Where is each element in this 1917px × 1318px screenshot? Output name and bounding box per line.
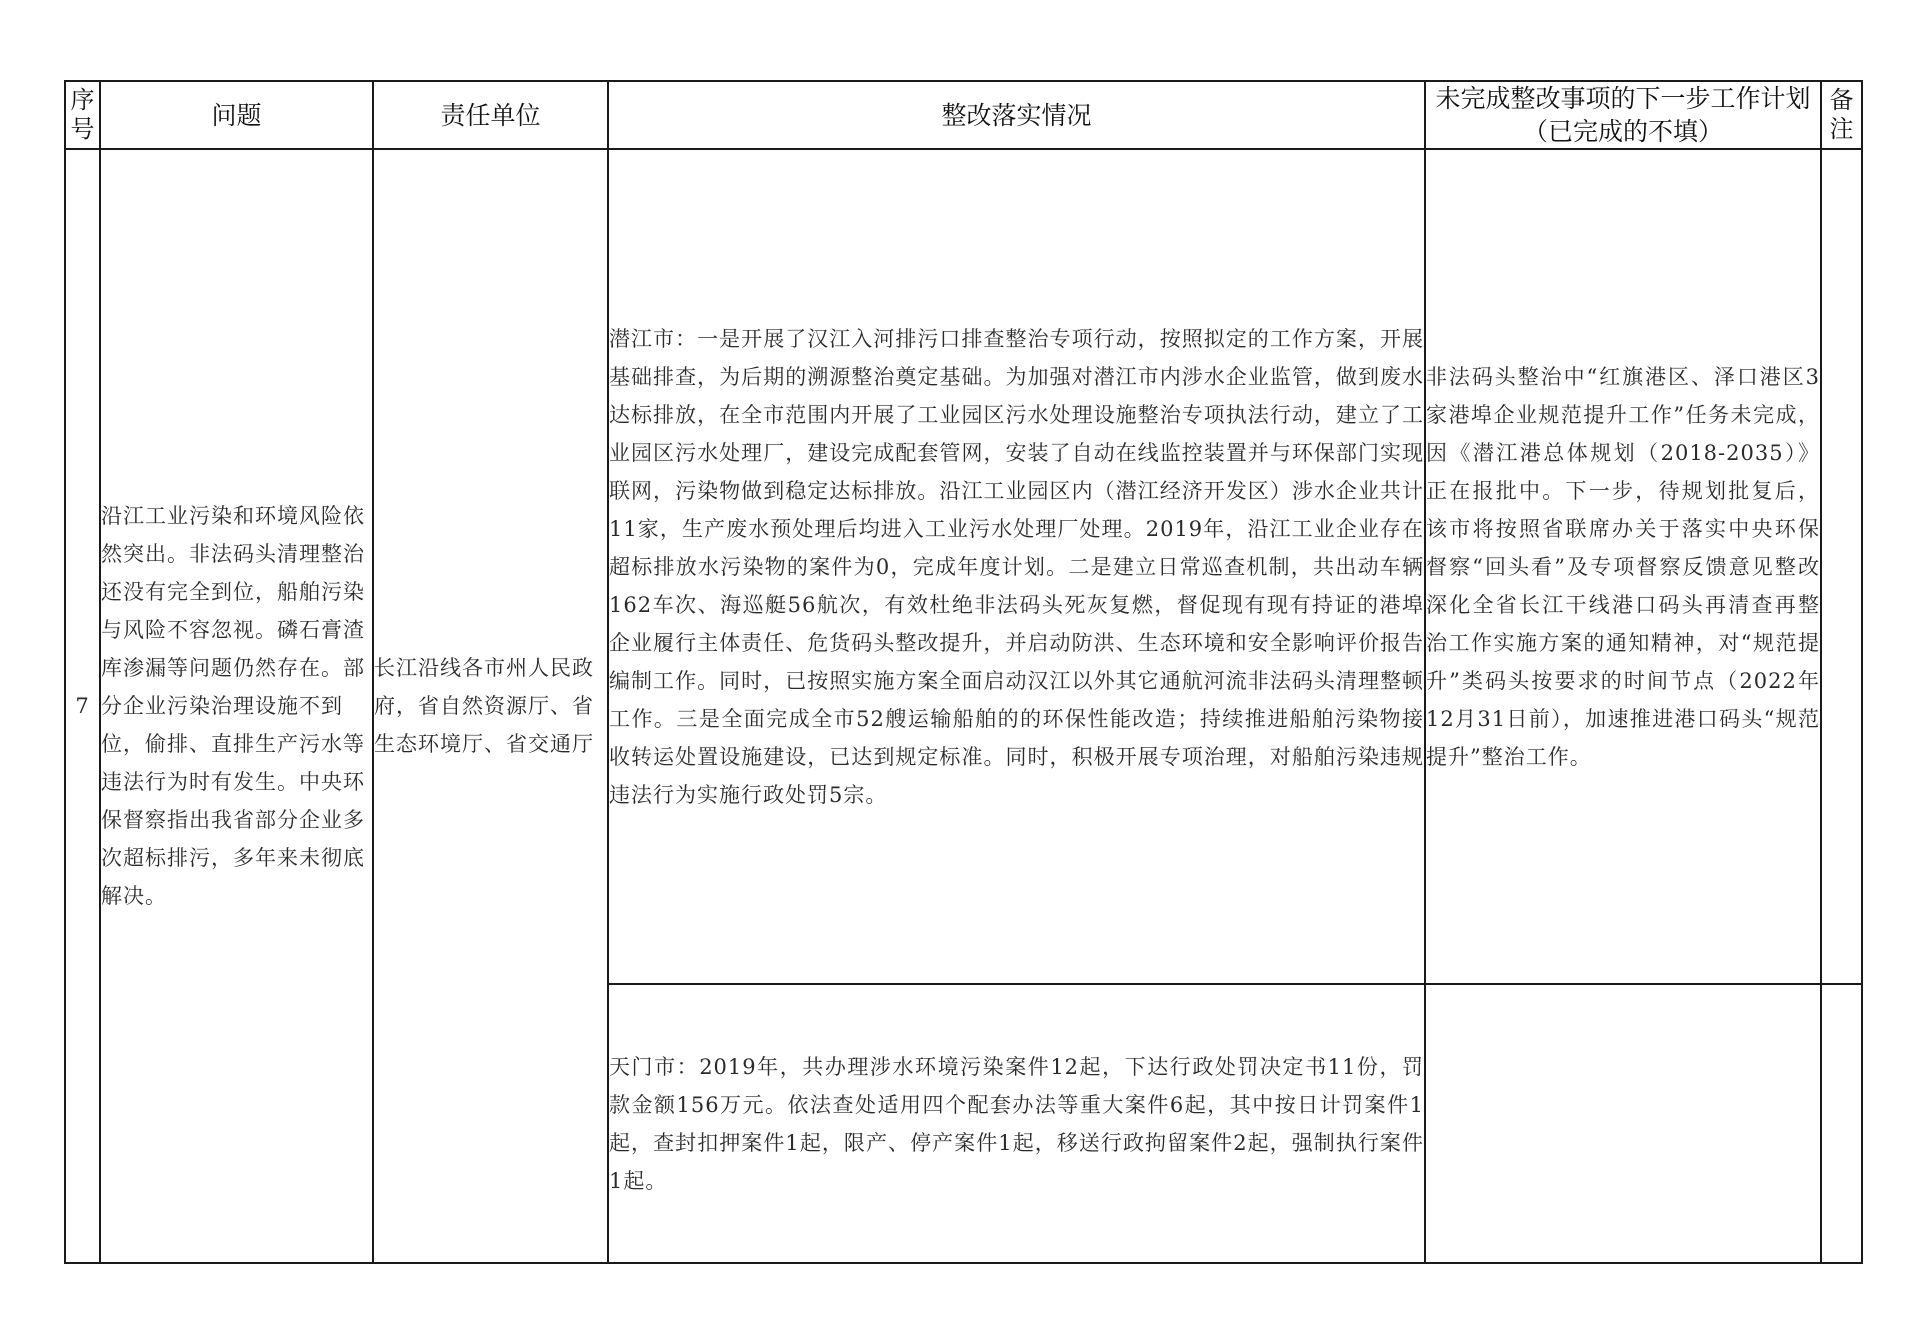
status-cell-qianjiang	[608, 149, 1425, 984]
header-remark: 备注	[1821, 81, 1862, 149]
header-issue: 问题	[100, 81, 373, 149]
header-status: 整改落实情况	[608, 81, 1425, 149]
row-issue	[100, 149, 373, 1263]
plan-cell-qianjiang	[1425, 149, 1821, 984]
status-cell-tianmen	[608, 984, 1425, 1263]
header-row	[65, 81, 1862, 149]
remark-cell-tianmen	[1821, 984, 1862, 1263]
header-plan: 未完成整改事项的下一步工作计划（已完成的不填）	[1425, 81, 1821, 149]
unit-text: 长江沿线各市州人民政府，省自然资源厅、省生态环境厅、省交通厅	[374, 656, 594, 756]
status-text-qianjiang: 潜江市：一是开展了汉江入河排污口排查整治专项行动，按照拟定的工作方案，开展基础排查，为后期的溯源整治奠定基础。为加强对潜江市内涉水企业监管，做到废水达标排放，在全市范围内开展了工业园区污水处理设施整治专项执法行动，建立了工业园区污水处理厂，建设完成配套管网，安装了自动在线监控装置并与环保部门实现联网，污染物做到稳定达标排放。沿江工业园区内（潜江经济开发区）涉水企业共计11家，生产废水预处理后均进入工业污水处理厂处理。2019年，沿江工业企业存在超标排放水污染物的案件为0，完成年度计划。二是建立日常巡查机制，共出动车辆162车次、海巡艇56航次，有效杜绝非法码头死灰复燃，督促现有现有持证的港埠企业履行主体责任、危货码头整改提升，并启动防洪、生态环境和安全影响评价报告编制工作。同时，已按照实施方案全面启动汉江以外其它通航河流非法码头清理整顿工作。三是全面完成全市52艘运输船舶的的环保性能改造；持续推进船舶污染物接收转运处置设施建设，已达到规定标准。同时，积极开展专项治理，对船舶污染违规违法行为实施行政处罚5宗。	[609, 326, 1424, 807]
plan-text-qianjiang: 非法码头整治中“红旗港区、泽口港区3家港埠企业规范提升工作”任务未完成，因《潜江港总体规划（2018-2035）》正在报批中。下一步，待规划批复后，该市将按照省联席办关于落实中央环保督察“回头看”及专项督察反馈意见整改深化全省长江干线港口码头再清查再整治工作实施方案的通知精神，对“规范提升”类码头按要求的时间节点（2022年12月31日前），加速推进港口码头“规范提升”整治工作。	[1426, 364, 1820, 769]
issue-text: 沿江工业污染和环境风险依然突出。非法码头清理整治还没有完全到位，船舶污染与风险不容忽视。磷石膏渣库渗漏等问题仍然存在。部分企业污染治理设施不到位，偷排、直排生产污水等违法行为时有发生。中央环保督察指出我省部分企业多次超标排污，多年来未彻底解决。	[101, 504, 365, 908]
header-unit: 责任单位	[373, 81, 608, 149]
remark-cell-qianjiang	[1821, 149, 1862, 984]
table-row	[65, 149, 1862, 984]
row-unit	[373, 149, 608, 1263]
plan-cell-tianmen	[1425, 984, 1821, 1263]
header-seq: 序号	[65, 81, 100, 149]
status-text-tianmen: 天门市：2019年，共办理涉水环境污染案件12起，下达行政处罚决定书11份，罚款金额156万元。依法查处适用四个配套办法等重大案件6起，其中按日计罚案件1起，查封扣押案件1起，限产、停产案件1起，移送行政拘留案件2起，强制执行案件1起。	[609, 1054, 1424, 1193]
row-seq: 7	[65, 149, 100, 1263]
rectification-table	[64, 80, 1863, 1264]
